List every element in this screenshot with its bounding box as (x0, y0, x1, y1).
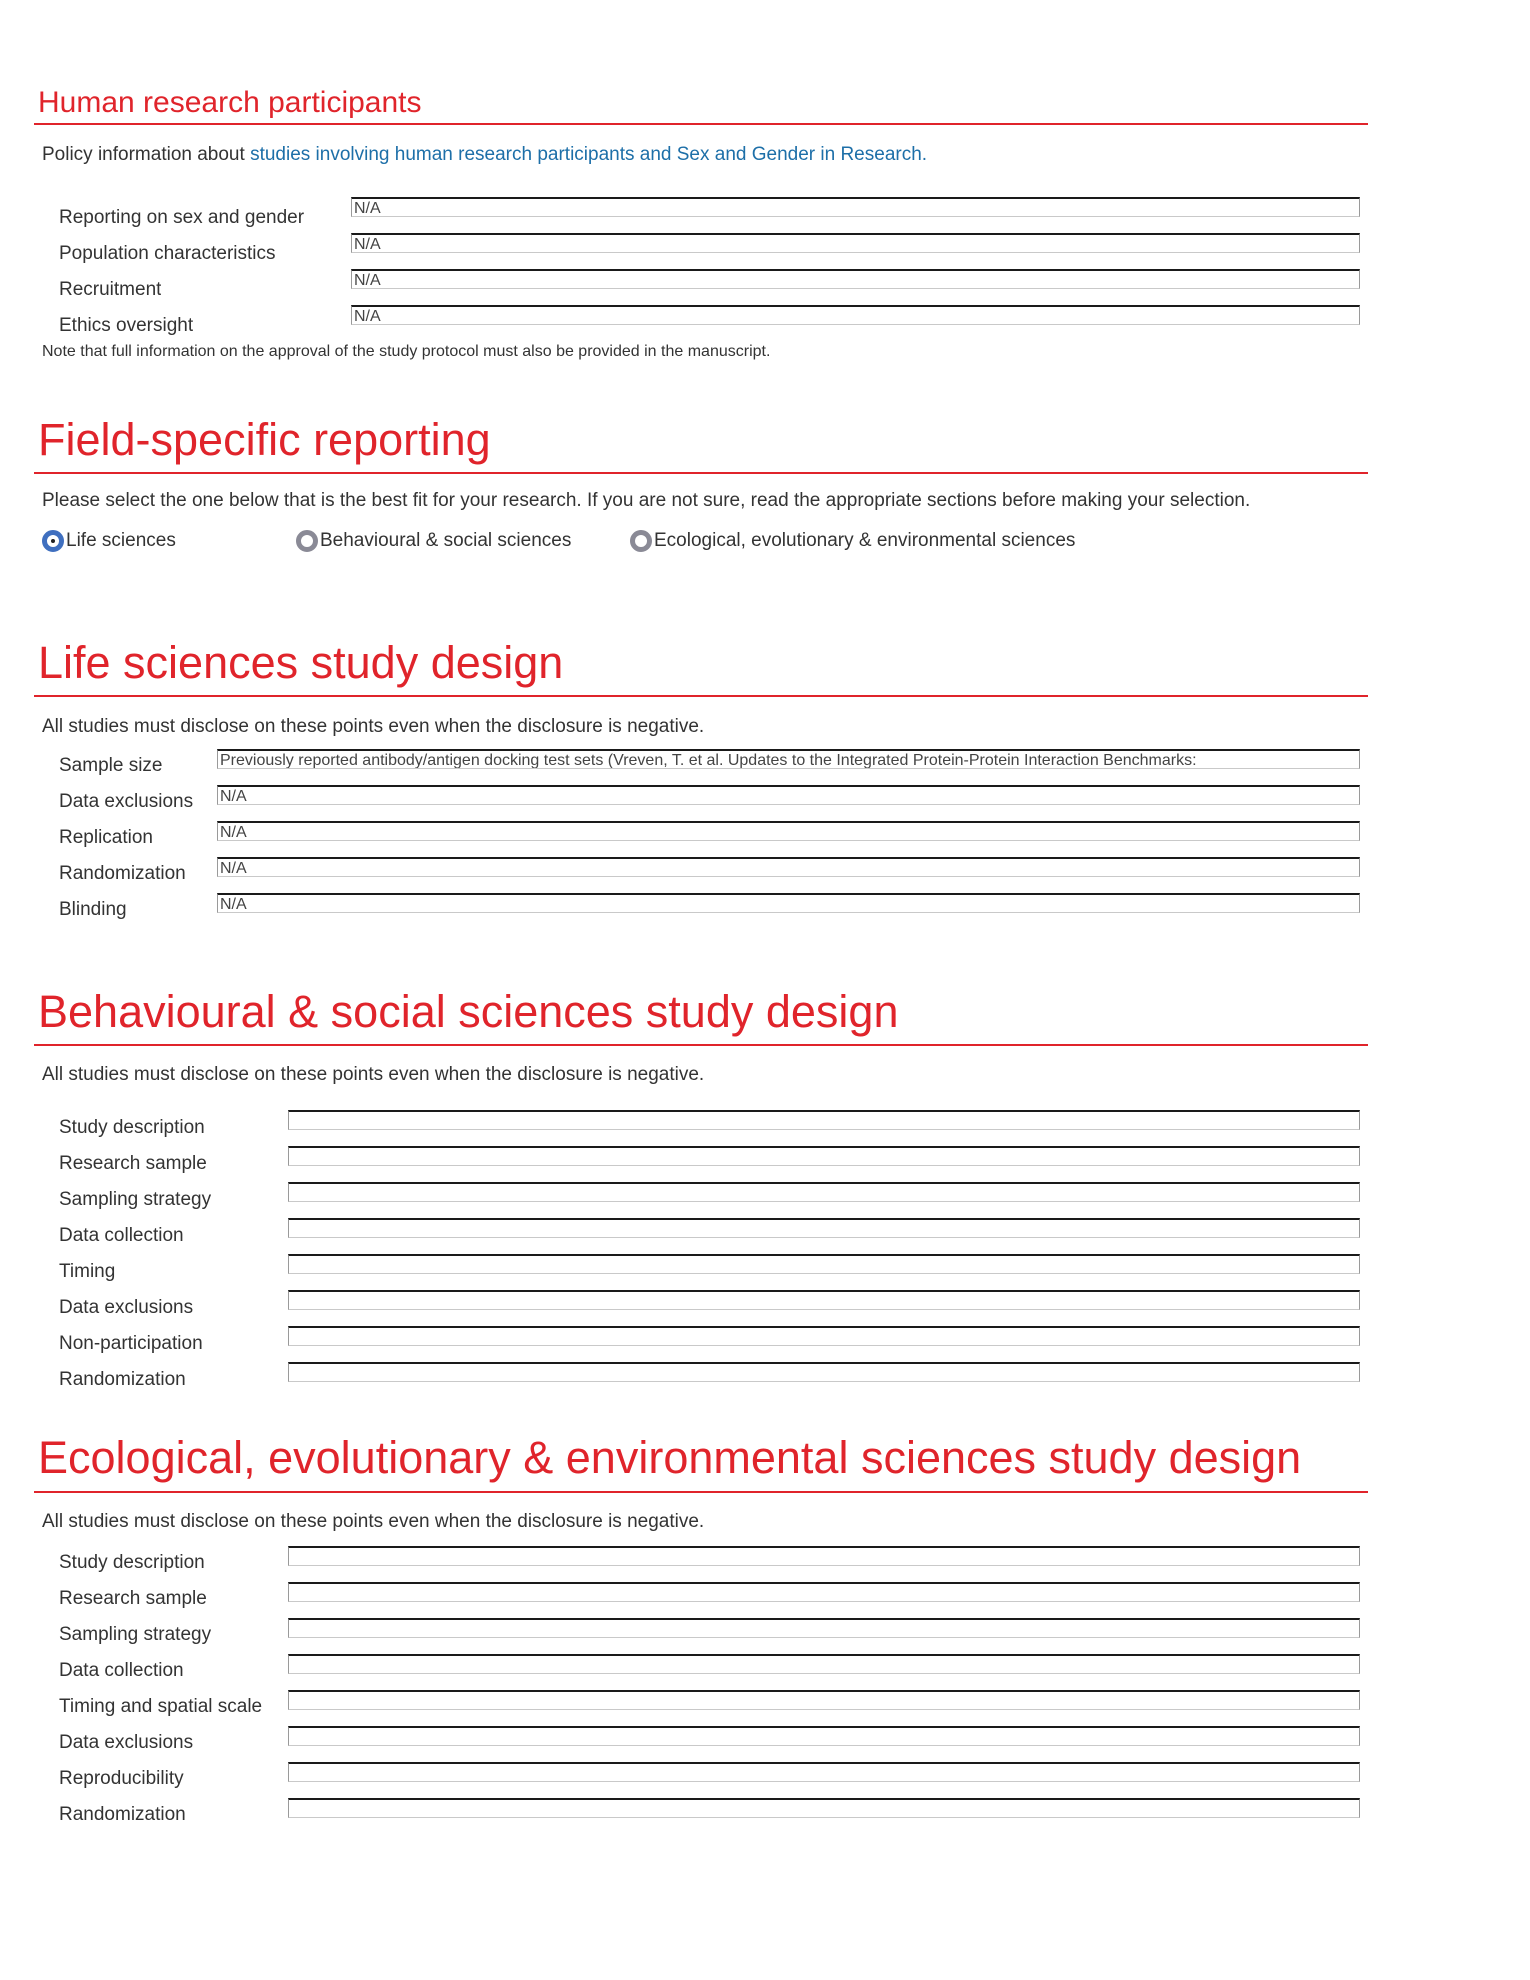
label-population-characteristics: Population characteristics (59, 243, 276, 264)
section-divider (34, 1044, 1368, 1046)
input-data-exclusions[interactable] (288, 1726, 1360, 1746)
radio-unchecked-icon (630, 530, 652, 552)
input-data-exclusions[interactable] (288, 1290, 1360, 1310)
label-research-sample: Research sample (59, 1153, 207, 1174)
input-randomization[interactable]: N/A (217, 857, 1360, 877)
label-study-description: Study description (59, 1552, 205, 1573)
label-sampling-strategy: Sampling strategy (59, 1624, 212, 1645)
label-randomization: Randomization (59, 1369, 186, 1390)
input-research-sample[interactable] (288, 1146, 1360, 1166)
input-data-collection[interactable] (288, 1654, 1360, 1674)
input-research-sample[interactable] (288, 1582, 1360, 1602)
label-randomization: Randomization (59, 863, 186, 884)
life-intro: All studies must disclose on these points even when the disclosure is negative. (42, 716, 705, 737)
radio-ecological[interactable] (630, 526, 1075, 556)
input-study-description[interactable] (288, 1110, 1360, 1130)
label-reporting-sex-gender: Reporting on sex and gender (59, 207, 305, 228)
label-data-exclusions: Data exclusions (59, 1297, 194, 1318)
input-sample-size[interactable]: Previously reported antibody/antigen docking test sets (Vreven, T. et al. Updates to the Integrated Protein-Protein Interaction Benchmarks: (217, 749, 1360, 769)
input-ethics-oversight[interactable]: N/A (351, 305, 1360, 325)
input-randomization[interactable] (288, 1798, 1360, 1818)
radio-behavioural-social[interactable] (296, 526, 571, 556)
label-sampling-strategy: Sampling strategy (59, 1189, 212, 1210)
policy-text (42, 144, 927, 166)
section-divider (34, 472, 1368, 474)
radio-life-sciences[interactable] (42, 526, 176, 556)
behavioural-title: Behavioural & social sciences study design (38, 986, 899, 1037)
input-randomization[interactable] (288, 1362, 1360, 1382)
field-instruction: Please select the one below that is the best fit for your research. If you are not sure, read the appropriate sections before making your selection. (42, 490, 1251, 511)
ecological-intro: All studies must disclose on these points even when the disclosure is negative. (42, 1511, 705, 1532)
policy-link[interactable]: studies involving human research participants and Sex and Gender in Research. (250, 144, 928, 165)
label-blinding: Blinding (59, 899, 127, 920)
label-timing: Timing (59, 1261, 116, 1282)
label-reproducibility: Reproducibility (59, 1768, 184, 1789)
input-sampling-strategy[interactable] (288, 1618, 1360, 1638)
input-reproducibility[interactable] (288, 1762, 1360, 1782)
label-randomization: Randomization (59, 1804, 186, 1825)
section-divider (34, 695, 1368, 697)
input-population-characteristics[interactable]: N/A (351, 233, 1360, 253)
label-data-exclusions: Data exclusions (59, 1732, 194, 1753)
label-study-description: Study description (59, 1117, 205, 1138)
label-data-collection: Data collection (59, 1660, 184, 1681)
input-recruitment[interactable]: N/A (351, 269, 1360, 289)
label-sample-size: Sample size (59, 755, 163, 776)
input-replication[interactable]: N/A (217, 821, 1360, 841)
label-replication: Replication (59, 827, 153, 848)
life-sciences-title: Life sciences study design (38, 637, 564, 688)
label-research-sample: Research sample (59, 1588, 207, 1609)
input-non-participation[interactable] (288, 1326, 1360, 1346)
label-recruitment: Recruitment (59, 279, 162, 300)
behavioural-intro: All studies must disclose on these points even when the disclosure is negative. (42, 1064, 705, 1085)
input-study-description[interactable] (288, 1546, 1360, 1566)
human-section-title: Human research participants (38, 86, 422, 119)
ecological-title: Ecological, evolutionary & environmental sciences study design (38, 1432, 1302, 1483)
radio-checked-icon (42, 530, 64, 552)
policy-prefix: Policy information about (42, 144, 251, 165)
approval-note: Note that full information on the approval of the study protocol must also be provided in the manuscript. (42, 343, 771, 360)
input-timing[interactable] (288, 1254, 1360, 1274)
label-data-collection: Data collection (59, 1225, 184, 1246)
field-specific-title: Field-specific reporting (38, 414, 491, 465)
radio-unchecked-icon (296, 530, 318, 552)
input-data-exclusions[interactable]: N/A (217, 785, 1360, 805)
label-ethics-oversight: Ethics oversight (59, 315, 194, 336)
radio-label: Ecological, evolutionary & environmental sciences (654, 530, 1076, 551)
input-sampling-strategy[interactable] (288, 1182, 1360, 1202)
section-divider (34, 123, 1368, 125)
input-reporting-sex-gender[interactable]: N/A (351, 197, 1360, 217)
label-timing-spatial-scale: Timing and spatial scale (59, 1696, 263, 1717)
radio-label: Behavioural & social sciences (320, 530, 572, 551)
label-data-exclusions: Data exclusions (59, 791, 194, 812)
radio-label: Life sciences (66, 530, 176, 551)
input-blinding[interactable]: N/A (217, 893, 1360, 913)
label-non-participation: Non-participation (59, 1333, 203, 1354)
section-divider (34, 1491, 1368, 1493)
input-timing-spatial-scale[interactable] (288, 1690, 1360, 1710)
input-data-collection[interactable] (288, 1218, 1360, 1238)
